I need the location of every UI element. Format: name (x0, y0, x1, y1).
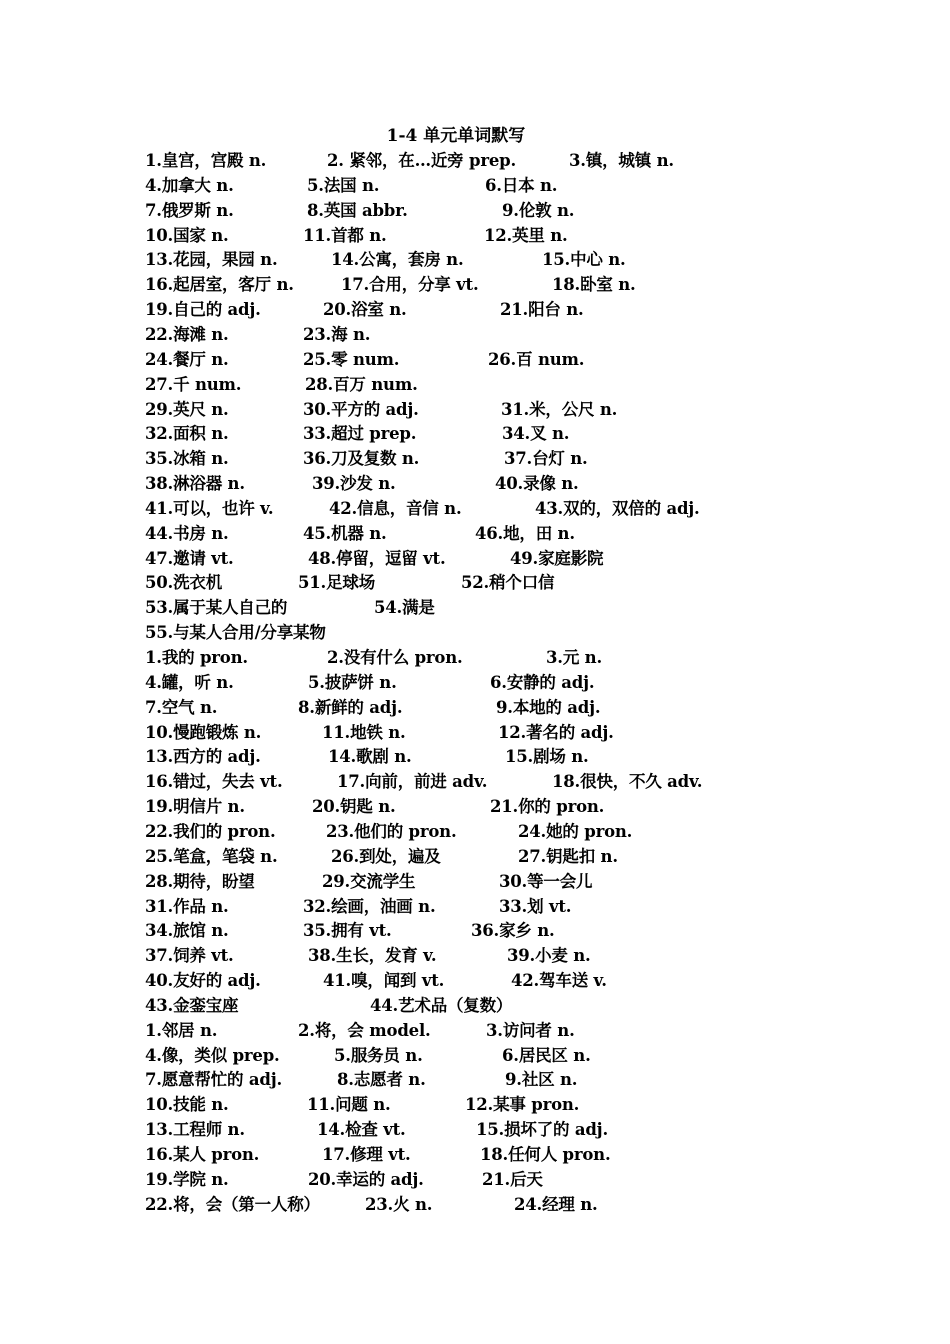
vocab-row (0, 846, 950, 868)
vocab-item: 22.我们的 pron. (145, 821, 276, 841)
vocab-item: 35.拥有 vt. (303, 921, 392, 941)
vocab-row (0, 1045, 950, 1067)
vocab-row (0, 249, 950, 271)
vocab-item: 17.合用，分享 vt. (341, 275, 479, 295)
vocab-row (0, 324, 950, 346)
vocab-item: 28.百万 num. (305, 374, 418, 394)
vocab-row (0, 796, 950, 818)
vocab-row (0, 722, 950, 744)
vocab-item: 1.我的 pron. (145, 648, 248, 667)
vocab-row (0, 871, 950, 893)
vocab-row (0, 200, 950, 222)
vocab-item: 33.划 vt. (499, 896, 572, 916)
vocab-item: 33.超过 prep. (303, 424, 417, 444)
vocab-row (0, 1119, 950, 1141)
vocab-item: 32.面积 n. (145, 424, 229, 444)
vocab-item: 42.信息，音信 n. (329, 498, 462, 518)
vocab-item: 18.卧室 n. (552, 275, 636, 295)
vocab-item: 12.某事 pron. (465, 1095, 580, 1115)
vocab-item: 37.饲养 vt. (145, 946, 234, 966)
vocab-item: 30.平方的 adj. (303, 399, 419, 419)
vocab-item: 26.百 num. (488, 349, 585, 369)
vocab-item: 48.停留，逗留 vt. (308, 548, 446, 568)
vocab-item: 24.她的 pron. (518, 821, 633, 841)
vocab-row (0, 697, 950, 719)
vocab-item: 50.洗衣机 (145, 573, 223, 593)
vocab-item: 14.检查 vt. (317, 1120, 406, 1140)
vocab-item: 16.错过，失去 vt. (145, 772, 283, 792)
vocab-row (0, 448, 950, 470)
vocab-item: 44.艺术品（复数） (370, 995, 513, 1015)
vocab-item: 10.慢跑锻炼 n. (145, 722, 262, 742)
vocab-item: 1.邻居 n. (145, 1020, 218, 1040)
vocab-item: 38.淋浴器 n. (145, 474, 245, 494)
vocab-item: 20.浴室 n. (323, 300, 407, 320)
vocab-row (0, 150, 950, 172)
vocab-item: 47.邀请 vt. (145, 548, 234, 568)
vocab-item: 21.你的 pron. (490, 797, 605, 817)
vocab-item: 19.学院 n. (145, 1169, 229, 1189)
vocab-item: 49.家庭影院 (510, 548, 604, 568)
vocab-item: 36.刀及复数 n. (303, 449, 420, 469)
vocab-item: 4.罐，听 n. (145, 672, 234, 692)
vocab-item: 17.向前，前进 adv. (337, 772, 488, 792)
vocab-item: 34.旅馆 n. (145, 921, 229, 941)
vocab-item: 15.损坏了的 adj. (476, 1120, 608, 1140)
vocab-item: 19.自己的 adj. (145, 300, 261, 320)
vocab-item: 9.社区 n. (505, 1070, 578, 1090)
vocab-row (0, 771, 950, 793)
vocab-row (0, 399, 950, 421)
vocab-row (0, 374, 950, 396)
vocab-row (0, 1194, 950, 1216)
vocab-item: 44.书房 n. (145, 523, 229, 543)
vocab-item: 52.稍个口信 (461, 573, 555, 593)
vocab-item: 34.叉 n. (502, 424, 570, 444)
vocab-item: 5.披萨饼 n. (308, 672, 397, 692)
vocab-row (0, 920, 950, 942)
page-title: 1-4 单元单词默写 (386, 126, 526, 146)
vocab-item: 39.小麦 n. (507, 946, 591, 966)
vocab-item: 7.俄罗斯 n. (145, 200, 234, 220)
vocab-item: 45.机器 n. (303, 523, 387, 543)
vocab-item: 40.友好的 adj. (145, 971, 261, 991)
vocab-item: 13.西方的 adj. (145, 747, 261, 767)
vocab-item: 37.台灯 n. (504, 449, 588, 469)
vocab-item: 1.皇宫，宫殿 n. (145, 151, 267, 170)
vocab-item: 21.后天 (482, 1169, 543, 1189)
vocab-item: 9.伦敦 n. (502, 200, 575, 220)
vocab-row (0, 821, 950, 843)
vocab-item: 12.著名的 adj. (498, 722, 614, 742)
vocab-item: 12.英里 n. (484, 225, 568, 245)
vocab-item: 22.海滩 n. (145, 324, 229, 344)
vocab-item: 23.他们的 pron. (326, 821, 457, 841)
vocab-row (0, 597, 950, 619)
vocab-item: 27.千 num. (145, 374, 242, 394)
vocab-item: 25.笔盒，笔袋 n. (145, 846, 278, 866)
vocab-item: 3.镇，城镇 n. (569, 151, 674, 170)
vocab-row (0, 548, 950, 570)
vocab-row (0, 349, 950, 371)
vocab-item: 26.到处，遍及 (331, 846, 441, 866)
vocab-item: 18.很快，不久 adv. (552, 772, 703, 792)
vocab-item: 51.足球场 (298, 573, 376, 593)
vocab-row (0, 1144, 950, 1166)
vocab-item: 7.空气 n. (145, 697, 218, 717)
vocab-item: 40.录像 n. (495, 474, 579, 494)
vocab-item: 8.新鲜的 adj. (298, 697, 403, 717)
vocab-item: 6.居民区 n. (502, 1045, 591, 1065)
vocab-item: 30.等一会儿 (499, 871, 593, 891)
vocab-item: 55.与某人合用/分享某物 (145, 623, 326, 643)
vocab-row (0, 945, 950, 967)
vocab-item: 19.明信片 n. (145, 797, 245, 817)
vocab-item: 2. 紧邻，在…近旁 prep. (327, 151, 517, 170)
vocab-item: 18.任何人 pron. (480, 1145, 611, 1164)
vocab-row (0, 299, 950, 321)
vocab-item: 11.问题 n. (307, 1095, 391, 1115)
vocab-item: 35.冰箱 n. (145, 449, 229, 469)
vocab-item: 14.歌剧 n. (328, 747, 412, 767)
vocab-item: 43.双的，双倍的 adj. (535, 498, 700, 518)
vocab-row (0, 995, 950, 1017)
vocab-item: 22.将，会（第一人称） (145, 1194, 320, 1214)
vocab-item: 38.生长，发育 v. (308, 946, 437, 966)
vocab-row (0, 473, 950, 495)
vocab-item: 28.期待，盼望 (145, 871, 255, 891)
vocab-row (0, 1020, 950, 1042)
vocab-item: 13.工程师 n. (145, 1120, 245, 1140)
vocab-item: 14.公寓，套房 n. (331, 250, 464, 270)
vocab-item: 29.交流学生 (322, 871, 416, 891)
vocab-row (0, 175, 950, 197)
vocab-item: 15.中心 n. (542, 250, 626, 270)
vocab-item: 41.嗅，闻到 vt. (323, 971, 445, 991)
vocab-item: 36.家乡 n. (471, 921, 555, 941)
vocab-item: 42.驾车送 v. (511, 971, 607, 991)
vocab-item: 6.日本 n. (485, 175, 558, 195)
vocab-item: 11.首都 n. (303, 225, 387, 245)
vocab-row (0, 970, 950, 992)
vocab-item: 8.志愿者 n. (337, 1070, 426, 1090)
vocab-row (0, 672, 950, 694)
vocab-item: 46.地，田 n. (475, 523, 575, 543)
vocab-item: 41.可以，也许 v. (145, 498, 274, 518)
vocab-item: 8.英国 abbr. (307, 200, 408, 220)
vocab-item: 5.法国 n. (307, 175, 380, 195)
vocab-item: 43.金銮宝座 (145, 995, 239, 1015)
vocab-item: 5.服务员 n. (334, 1045, 423, 1065)
vocab-item: 24.经理 n. (514, 1194, 598, 1214)
vocab-row (0, 423, 950, 445)
vocab-item: 54.满是 (374, 598, 435, 618)
vocab-row (0, 572, 950, 594)
vocab-item: 23.海 n. (303, 324, 371, 344)
vocab-item: 29.英尺 n. (145, 399, 229, 419)
vocab-item: 2.没有什么 pron. (327, 648, 463, 667)
vocab-item: 31.米，公尺 n. (501, 399, 618, 419)
vocab-row (0, 1069, 950, 1091)
vocab-item: 15.剧场 n. (505, 747, 589, 767)
vocab-row (0, 746, 950, 768)
vocab-item: 24.餐厅 n. (145, 349, 229, 369)
vocab-item: 31.作品 n. (145, 896, 229, 916)
vocab-item: 39.沙发 n. (312, 474, 396, 494)
vocab-item: 10.技能 n. (145, 1095, 229, 1115)
vocab-row (0, 523, 950, 545)
vocab-item: 3.元 n. (546, 648, 603, 667)
vocab-item: 13.花园，果园 n. (145, 250, 278, 270)
vocab-row (0, 225, 950, 247)
vocab-item: 20.钥匙 n. (312, 797, 396, 817)
vocab-item: 23.火 n. (365, 1194, 433, 1214)
vocab-item: 11.地铁 n. (322, 722, 406, 742)
vocab-row (0, 498, 950, 520)
vocab-item: 16.起居室，客厅 n. (145, 275, 294, 295)
vocab-row (0, 1169, 950, 1191)
vocab-item: 4.像，类似 prep. (145, 1045, 280, 1065)
vocab-row (0, 274, 950, 296)
vocab-item: 16.某人 pron. (145, 1145, 260, 1164)
vocab-item: 4.加拿大 n. (145, 175, 234, 195)
vocab-item: 27.钥匙扣 n. (518, 846, 618, 866)
vocab-item: 20.幸运的 adj. (308, 1169, 424, 1189)
vocab-item: 21.阳台 n. (500, 300, 584, 320)
vocab-item: 17.修理 vt. (322, 1145, 411, 1164)
vocab-row (0, 647, 950, 669)
vocab-item: 9.本地的 adj. (496, 697, 601, 717)
vocab-item: 6.安静的 adj. (490, 672, 595, 692)
vocab-item: 25.零 num. (303, 349, 400, 369)
vocab-item: 2.将，会 model. (298, 1020, 431, 1040)
vocab-row (0, 1094, 950, 1116)
vocab-item: 53.属于某人自己的 (145, 598, 288, 618)
vocab-row (0, 622, 950, 644)
vocab-item: 32.绘画，油画 n. (303, 896, 436, 916)
vocab-item: 10.国家 n. (145, 225, 229, 245)
vocab-item: 3.访问者 n. (486, 1020, 575, 1040)
vocab-row (0, 896, 950, 918)
vocab-item: 7.愿意帮忙的 adj. (145, 1070, 283, 1090)
